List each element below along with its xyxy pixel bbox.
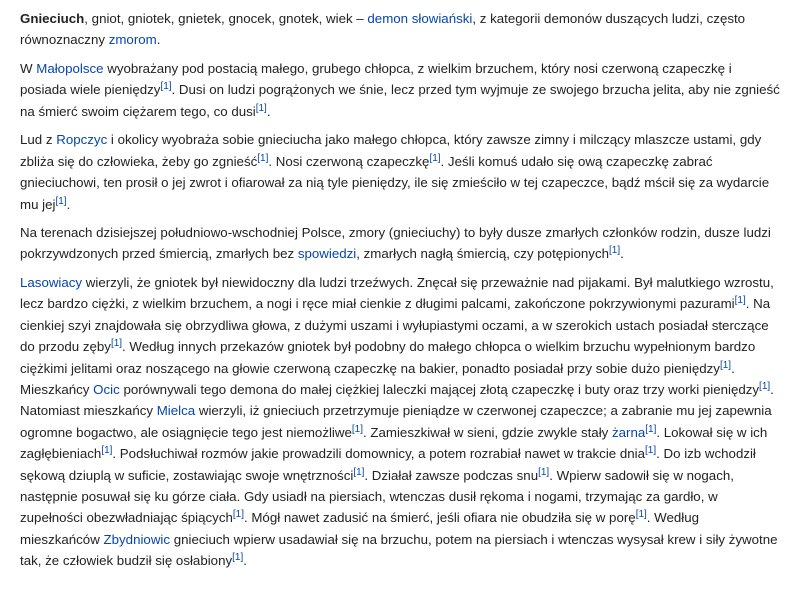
text-run: gnieciuch wpierw usadawiał się na brzuchu, potem na piersiach i wtenczas wysysał krew i siły żywotne [170,531,778,547]
text-run: . Wpierw sadowił się w nogach, [549,467,734,483]
citation-ref-link[interactable]: [1] [55,195,67,207]
text-line [20,79,795,100]
text-line [20,272,795,293]
citation-ref-link[interactable]: [1] [232,552,244,564]
citation-ref-link[interactable]: [1] [759,381,771,393]
text-line [20,243,795,264]
text-run: . Mógł nawet zadusić na śmierć, jeśli ofiara nie obudziła się w porę [243,510,636,526]
text-run: . Działał zawsze podczas snu [364,467,539,483]
text-run: porównywali tego demona do małej ciężkiej laleczki mającej złotą czapeczkę i buty oraz trzy worki pieniędzy [119,382,760,397]
citation-ref-link[interactable]: [1] [645,445,657,457]
text-line [20,358,795,379]
link-mielec[interactable]: Mielca [156,403,196,419]
link-spowiedz[interactable]: spowiedzi [297,246,357,262]
link-lasowiacy[interactable]: Lasowiacy [20,275,83,291]
text-line [20,422,795,443]
text-run: wierzyli, iż gnieciuch przetrzymuje pieniądze w czerwonej czapeczce; a zabranie mu jej zapewnia [195,403,772,419]
text-line [20,129,795,150]
text-run: . Według innych przekazów gniotek był podobny do małego chłopca o wielkim brzuchu wypełnionym bardzo [122,339,756,355]
article-content [20,8,795,579]
text-line [20,400,795,421]
text-run: W [20,60,37,76]
text-run: . [66,196,71,212]
text-run: Natomiast mieszkańcy [20,403,157,419]
text-run: tak, że człowiek budził się osłabiony [20,553,233,569]
text-line [20,465,795,486]
text-run: . Do izb wchodził [656,446,756,462]
text-run: , gniot, gniotek, gnietek, gnocek, gnotek, wiek – [84,11,368,26]
paragraph-southeast-poland [20,222,795,265]
text-run: wyobrażany pod postacią małego, grubego chłopca, z wielkim brzuchem, który nosi czerwoną czapeczkę i [103,60,732,76]
text-run: . Według [646,510,700,526]
text-line [20,315,795,336]
text-run: sękową dziuplą w suficie, zostawiając swoje wnętrzności [20,467,354,483]
text-run: . Podsłuchiwał rozmów jakie prowadzili domownicy, a potem rozrabiał nawet w trakcie dnia [112,446,646,462]
text-run: Na terenach dzisiejszej południowo-wschodniej Polsce, zmory (gnieciuchy) to były dusze zmarłych członków rodzin, dusze ludzi [20,225,771,241]
text-run: zbliża się do człowieka, żeby go zgnieść [20,153,258,169]
citation-ref-link[interactable]: [1] [645,423,657,435]
text-run: . [770,382,774,397]
text-line [20,29,795,50]
citation-ref-link[interactable]: [1] [257,152,269,164]
text-run: wierzyli, że gniotek był niewidoczny dla ludzi trzeźwych. Znęcał się przeważnie nad pijakami. Był malutkiego wzrostu, [82,275,774,291]
link-ocice[interactable]: Ocic [93,382,120,397]
text-run: lecz bardzo ciężki, z wielkim brzuchem, a nogi i ręce miał cienkie z długimi palcami, zakończone pokrzywionymi pazurami [20,296,735,312]
text-line [20,151,795,172]
text-run: zupełności obezwładniając śpiących [20,510,233,526]
link-zbydniowice[interactable]: Zbydniowic [103,531,171,547]
text-run: i okolicy wyobraża sobie gnieciucha jako małego chłopca, który zawsze zimny i milczący mlaszcze ustami, gdy [107,132,762,148]
text-run: Lud z [20,132,57,148]
text-run: . [620,246,624,262]
text-run: . Jeśli komuś udało się ową czapeczkę zabrać [440,153,713,169]
text-run: . Zamieszkiwał w sieni, gdzie zwykle stały [362,424,613,440]
text-run: pokrzywdzonych przed śmiercią, zmarłych bez [20,246,298,262]
link-ropczyce[interactable]: Ropczyc [56,132,108,148]
text-run: , z kategorii demonów duszących ludzi, często [472,11,746,26]
text-run: . Na [745,296,771,312]
text-run: równoznaczny [20,32,109,48]
text-line [20,529,795,550]
text-run: , zmarłych nagłą śmiercią, czy potępionych [356,246,609,262]
citation-ref-link[interactable]: [1] [232,509,244,521]
citation-ref-link[interactable]: [1] [101,445,113,457]
text-run: . [266,103,271,119]
citation-ref-link[interactable]: [1] [255,102,267,114]
citation-ref-link[interactable]: [1] [351,423,363,435]
paragraph-malopolska [20,58,795,122]
citation-ref-link[interactable]: [1] [110,338,123,350]
citation-ref-link[interactable]: [1] [734,295,746,307]
text-run: cienkiej szyi znajdowała się obrzydliwa głowa, z dużymi uszami i wyłupiastymi oczami, a w szerokich ustach posiadał sterczące [20,317,769,333]
text-run: na śmierć swoim ciężarem tego, co dusi [20,103,256,119]
text-run: . [243,553,247,569]
text-run: ciężkimi jelitami oraz noszącego na głowie czerwoną czapeczkę na bakier, ponadto posiadał przy sobie dużo pieniędzy [20,360,720,376]
citation-ref-link[interactable]: [1] [719,359,732,371]
article-subject: Gnieciuch [20,11,85,26]
text-line [20,101,795,122]
text-run: . [731,360,735,376]
text-line [20,8,795,29]
text-run: . Dusi on ludzi pogrążonych we śnie, lecz przed tym wyjmuje ze swojego brzucha jelita, aby nie zgnieść [171,82,780,98]
citation-ref-link[interactable]: [1] [429,152,441,164]
link-malopolska[interactable]: Małopolsce [36,60,104,76]
paragraph-lasowiacy [20,272,795,571]
text-line [20,336,795,357]
citation-ref-link[interactable]: [1] [160,81,172,93]
text-run: ogromne bogactwo, ale osiągnięcie tego jest niemożliwe [20,424,352,440]
text-run: posiada wiele pieniędzy [20,82,161,98]
link-zarna[interactable]: żarna [612,424,646,440]
text-line [20,507,795,528]
citation-ref-link[interactable]: [1] [609,245,621,257]
text-run: mu jej [20,196,56,212]
text-line [20,550,795,571]
citation-ref-link[interactable]: [1] [635,509,647,521]
text-run: mieszkańców [20,531,104,547]
paragraph-ropczyce [20,129,795,215]
text-line [20,194,795,215]
text-run: zagłębieniach [20,446,102,462]
text-line [20,443,795,464]
link-zmora[interactable]: zmorom [108,32,157,48]
text-line [20,172,795,193]
link-demon-slowianski[interactable]: demon słowiański [367,11,473,26]
citation-ref-link[interactable]: [1] [538,466,550,478]
text-run: . Lokował się w ich [656,424,768,440]
text-run: gnieciuchowi, ten prosił o jej zwrot i ofiarował za nią tyle pieniędzy, ile się zmieściło w tej czapeczce, bądź mścił się za wydarcie [20,175,770,191]
text-line [20,486,795,507]
paragraph-intro [20,8,795,51]
text-line [20,293,795,314]
text-run: . [156,32,161,48]
text-run: Mieszkańcy [20,382,94,397]
text-run: do przodu zęby [20,339,111,355]
text-line [20,58,795,79]
text-line [20,222,795,243]
citation-ref-link[interactable]: [1] [353,466,365,478]
text-line [20,379,795,400]
text-run: . Nosi czerwoną czapeczkę [268,153,430,169]
text-run: następnie posuwał się ku górze ciała. Gdy usiadł na piersiach, wtenczas dusił rękoma i nogami, trzymając za gardło, w [20,488,718,504]
